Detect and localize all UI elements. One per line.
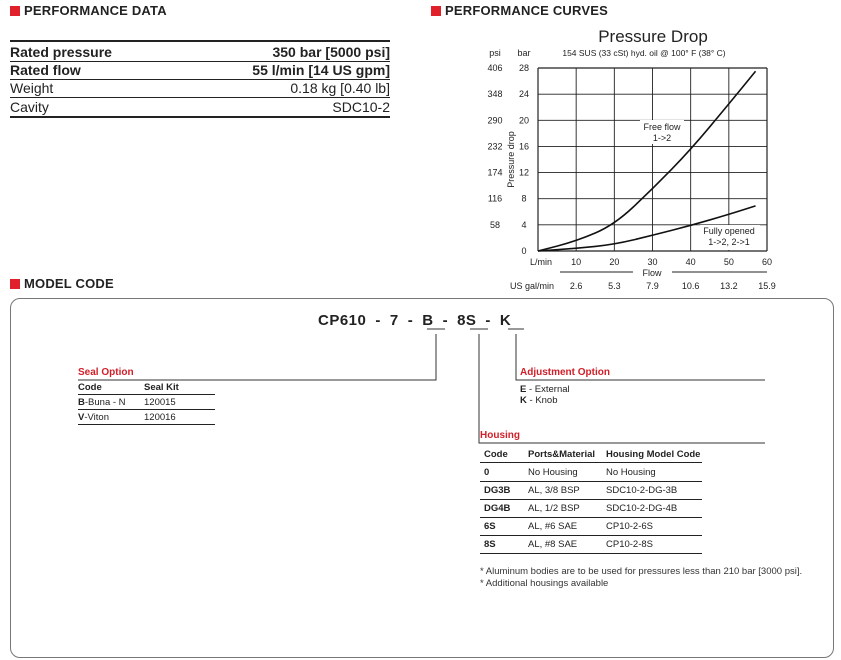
- x2-tick: 5.3: [608, 281, 621, 291]
- seal-row-b: B-Buna - N: [78, 397, 126, 408]
- code-segment: B: [422, 312, 434, 329]
- chart-title: Pressure Drop: [598, 27, 708, 46]
- fully-opened-label: Fully opened: [703, 226, 755, 236]
- housing-cell: No Housing: [528, 467, 578, 478]
- housing-cell: 0: [484, 467, 490, 478]
- adjustment-item-k: K - Knob: [520, 395, 558, 406]
- housing-header: Ports&Material: [528, 449, 596, 460]
- housing-row-divider: [480, 517, 702, 518]
- performance-label: Rated pressure: [10, 44, 112, 60]
- seal-row-v: V-Viton: [78, 412, 109, 423]
- y-tick-bar: 0: [521, 246, 527, 256]
- housing-row-divider: [480, 499, 702, 500]
- seal-header-kit: Seal Kit: [144, 382, 179, 393]
- x-axis-label: Flow: [642, 268, 662, 278]
- seal-option-title: Seal Option: [78, 367, 134, 378]
- housing-table: [480, 449, 702, 557]
- free-flow-label-2: 1->2: [652, 133, 672, 143]
- x2-tick: 7.9: [646, 281, 659, 291]
- housing-note-2: * Additional housings available: [480, 578, 609, 589]
- chart-subtitle: 154 SUS (33 cSt) hyd. oil @ 100° F (38° C): [562, 48, 726, 58]
- seal-kit-b: 120015: [144, 397, 176, 408]
- free-flow-label: Free flow: [643, 122, 681, 132]
- seal-option-table: [78, 382, 215, 426]
- housing-cell: 8S: [484, 539, 496, 550]
- x-tick: 10: [571, 257, 582, 267]
- housing-cell: DG3B: [484, 485, 511, 496]
- performance-value: 55 l/min [14 US gpm]: [252, 62, 390, 78]
- code-segment: K: [499, 312, 512, 329]
- performance-value: SDC10-2: [332, 99, 390, 115]
- code-segment: 8S: [457, 312, 477, 329]
- y-unit-bar: bar: [517, 48, 531, 58]
- housing-cell: CP10-2-8S: [606, 539, 653, 550]
- y-tick-bar: 28: [518, 63, 530, 73]
- adjustment-option-title: Adjustment Option: [520, 367, 610, 378]
- y-tick-psi: 232: [487, 141, 503, 152]
- x-tick: 40: [685, 257, 696, 267]
- housing-cell: DG4B: [484, 503, 511, 514]
- y-tick-psi: 406: [487, 63, 503, 73]
- code-separator: -: [485, 312, 491, 329]
- housing-cell: No Housing: [606, 467, 656, 478]
- housing-header: Housing Model Code: [606, 449, 701, 460]
- housing-cell: SDC10-2-DG-3B: [606, 485, 678, 496]
- housing-cell: 6S: [484, 521, 496, 532]
- housing-cell: AL, #6 SAE: [528, 521, 578, 532]
- housing-note-1: * Aluminum bodies are to be used for pressures less than 210 bar [3000 psi].: [480, 566, 803, 577]
- performance-value: 350 bar [5000 psi]: [272, 44, 390, 60]
- y-tick-bar: 8: [521, 193, 527, 204]
- housing-cell: AL, 3/8 BSP: [528, 485, 580, 496]
- code-segment: CP610: [318, 312, 367, 329]
- performance-value: 0.18 kg [0.40 lb]: [290, 80, 390, 96]
- x-tick: 50: [723, 257, 734, 267]
- fully-opened-label-2: 1->2, 2->1: [708, 237, 750, 247]
- housing-cell: CP10-2-6S: [606, 521, 653, 532]
- x-tick: 20: [609, 257, 620, 267]
- x2-unit: US gal/min: [509, 281, 555, 291]
- performance-label: Weight: [10, 80, 54, 96]
- model-code-title: MODEL CODE: [24, 276, 114, 291]
- housing-cell: SDC10-2-DG-4B: [606, 503, 678, 514]
- code-segment: 7: [389, 312, 399, 329]
- housing-row-divider: [480, 535, 702, 536]
- performance-label: Cavity: [10, 99, 49, 115]
- x2-tick: 2.6: [569, 281, 583, 291]
- performance-label: Rated flow: [10, 62, 81, 78]
- y-tick-psi: 174: [487, 167, 503, 178]
- y-tick-psi: 58: [489, 219, 501, 230]
- y-tick-bar: 20: [518, 115, 530, 126]
- y-unit-psi: psi: [489, 48, 501, 58]
- housing-row-divider: [480, 481, 702, 482]
- code-separator: -: [407, 312, 414, 329]
- seal-kit-v: 120016: [144, 412, 176, 423]
- x2-tick: 10.6: [681, 281, 700, 291]
- y-tick-psi: 348: [487, 89, 503, 100]
- adjustment-item-e: E - External: [520, 384, 570, 395]
- performance-curves-title: PERFORMANCE CURVES: [445, 3, 608, 18]
- y-tick-bar: 12: [518, 167, 530, 178]
- x-tick: 30: [647, 257, 658, 267]
- y-tick-psi: 116: [487, 193, 503, 204]
- x-tick: 60: [761, 257, 773, 267]
- y-tick-bar: 24: [518, 89, 530, 100]
- code-separator: -: [375, 312, 381, 329]
- y-axis-label: Pressure drop: [506, 131, 516, 188]
- seal-header-code: Code: [78, 382, 102, 393]
- housing-row-divider: [480, 553, 702, 554]
- x-unit: L/min: [529, 257, 553, 267]
- housing-title: Housing: [480, 430, 520, 441]
- x2-tick: 13.2: [720, 281, 738, 291]
- y-tick-bar: 4: [521, 219, 527, 230]
- performance-data-title: PERFORMANCE DATA: [24, 3, 167, 18]
- housing-header: Code: [484, 449, 508, 460]
- housing-row-divider: [480, 462, 702, 463]
- code-separator: -: [442, 312, 449, 329]
- y-tick-bar: 16: [518, 141, 530, 152]
- housing-cell: AL, 1/2 BSP: [528, 503, 580, 514]
- housing-cell: AL, #8 SAE: [528, 539, 578, 550]
- x2-tick: 15.9: [758, 281, 776, 291]
- y-tick-psi: 290: [487, 115, 503, 126]
